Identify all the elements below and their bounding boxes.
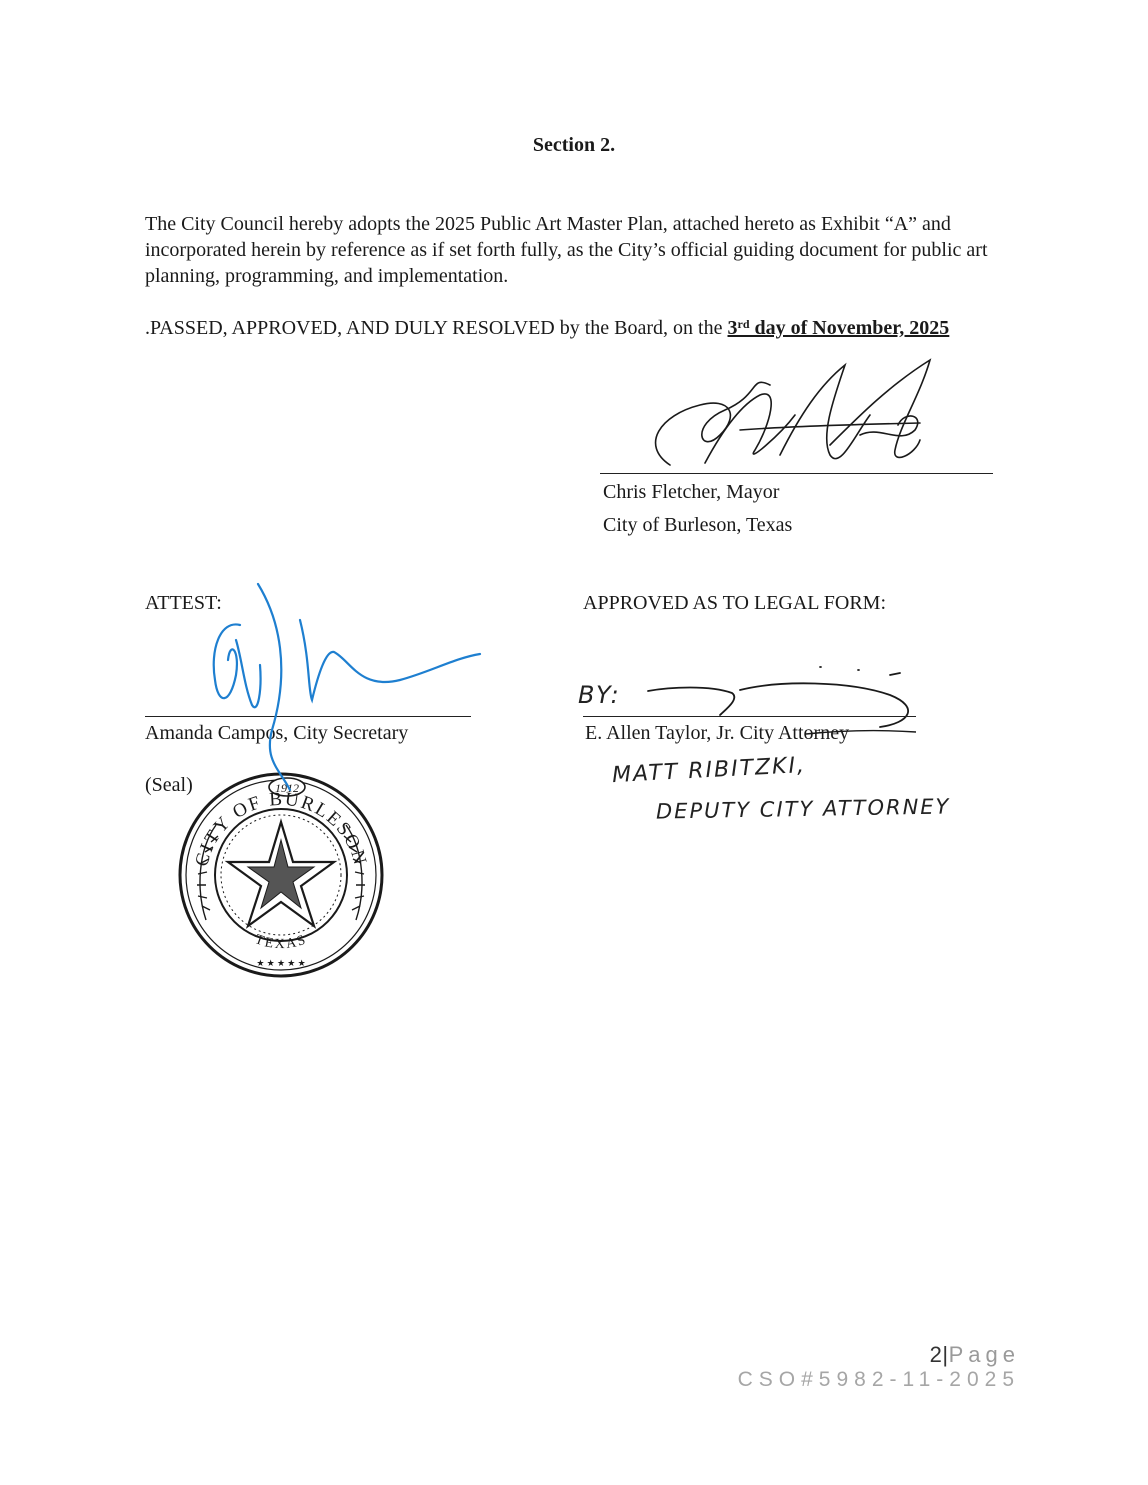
- attorney-name: E. Allen Taylor, Jr. City Attorney: [585, 722, 850, 744]
- city-secretary-signature: [200, 580, 480, 820]
- seal-city-text: CITY OF BURLESON: [191, 788, 371, 869]
- body-paragraph: The City Council hereby adopts the 2025 Public Art Master Plan, attached hereto as Exhibit “A” and incorporated herein by reference as if set forth fully, as the City’s official guiding document for public art planning, programming, and implementation.: [145, 213, 988, 287]
- seal-label: (Seal): [145, 774, 193, 796]
- seal-year: 1912: [275, 781, 299, 795]
- passed-date: 3rd day of November, 2025: [727, 317, 950, 339]
- deputy-name-handwritten: MATT RIBITZKI,: [611, 752, 807, 789]
- by-handwritten: BY:: [578, 681, 621, 709]
- mayor-signature: [630, 355, 960, 475]
- svg-text:★ ★ ★ ★ ★: ★ ★ ★ ★ ★: [256, 958, 306, 968]
- attorney-signature-line: [583, 716, 916, 717]
- mayor-signature-line: [600, 473, 993, 474]
- attest-label: ATTEST:: [145, 592, 222, 614]
- page-number: 2|Page: [929, 1342, 1020, 1367]
- mayor-city: City of Burleson, Texas: [603, 514, 793, 536]
- svg-text:TEXAS: [253, 932, 310, 952]
- seal-state-text: TEXAS: [252, 932, 310, 953]
- passed-prefix: .PASSED, APPROVED, AND DULY RESOLVED by the Board, on the: [145, 317, 728, 339]
- passed-statement: [145, 315, 1025, 341]
- mayor-name: Chris Fletcher, Mayor: [603, 481, 780, 503]
- attest-name: Amanda Campos, City Secretary: [145, 722, 409, 744]
- section-heading: Section 2.: [532, 134, 616, 156]
- attorney-title-strikethrough: [806, 722, 916, 742]
- document-code: CSO#5982-11-2025: [737, 1368, 1020, 1391]
- deputy-title-handwritten: DEPUTY CITY ATTORNEY: [655, 794, 951, 824]
- legal-form-label: APPROVED AS TO LEGAL FORM:: [583, 592, 887, 614]
